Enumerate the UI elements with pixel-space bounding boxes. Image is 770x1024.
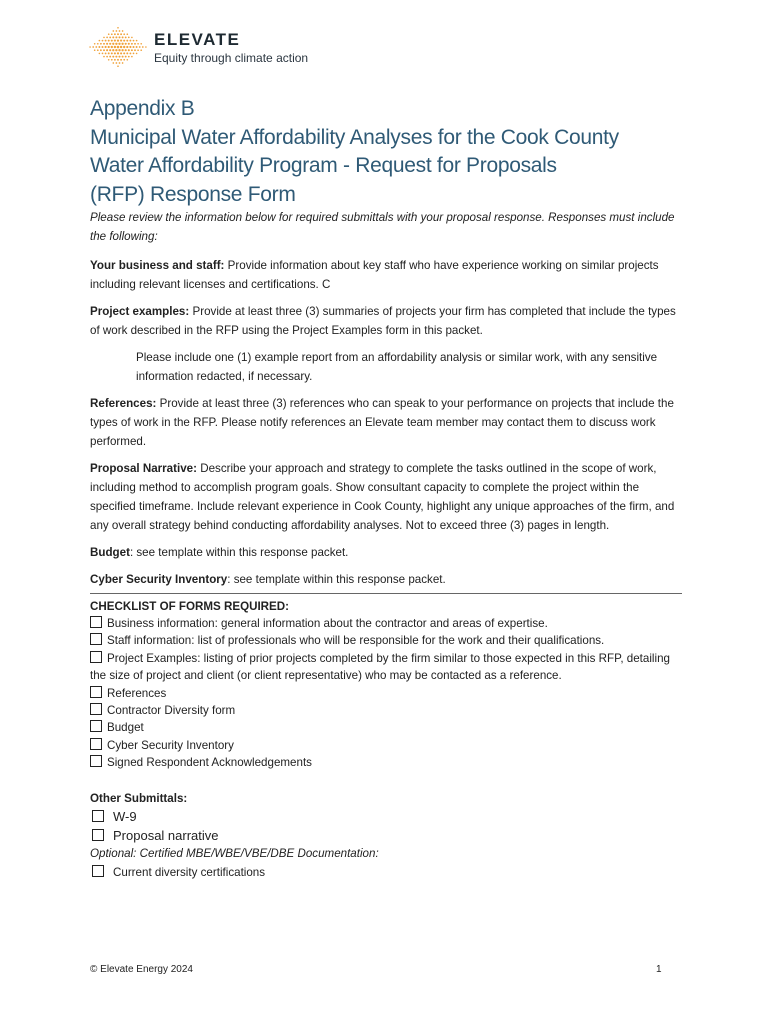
logo-dot [116, 30, 118, 32]
checkbox-icon[interactable] [90, 703, 102, 715]
logo-dot [108, 33, 110, 35]
logo-dot [114, 59, 116, 61]
logo-dot [109, 56, 111, 58]
logo-dot [102, 40, 104, 42]
example-report-note: Please include one (1) example report from an affordability analysis or similar work, with any sensitive information redacted, if necessary. [136, 351, 658, 383]
logo-dot [105, 46, 107, 48]
requirement-label: Cyber Security Inventory [90, 573, 228, 586]
logo-dot [117, 65, 119, 67]
logo-dot [136, 53, 138, 55]
checklist-item-label: Signed Respondent Acknowledgements [107, 756, 312, 770]
logo-dot [115, 49, 117, 51]
logo-dot [126, 52, 128, 54]
logo-dot [105, 40, 107, 42]
checkbox-icon[interactable] [90, 686, 102, 698]
logo-tagline: Equity through climate action [154, 51, 309, 65]
logo-dot [123, 46, 125, 48]
checkbox-icon[interactable] [92, 865, 104, 877]
page-title [90, 95, 690, 209]
footer-copyright: © Elevate Energy 2024 [90, 964, 193, 975]
requirement-proposal-narrative [90, 459, 682, 535]
checkbox-icon[interactable] [90, 755, 102, 767]
logo-dot [123, 52, 125, 54]
logo-dot [120, 52, 122, 54]
logo-dot [109, 36, 111, 38]
logo-dot [120, 59, 122, 61]
logo-dot [112, 62, 114, 64]
logo-dot [117, 39, 119, 41]
requirement-text: Describe your approach and strategy to complete the tasks outlined in the scope of work, including method to accomplish program goals. Show consultant capacity to complete the project within the specified timeframe. Include relevant experience in Cook County, highlight any unique approaches of the firm, and any overall strategy behind conducting affordability analyses. Not to exceed three (3) pages in length. [90, 462, 675, 532]
logo-dot [99, 53, 101, 55]
logo-dot [114, 33, 116, 35]
form-content [90, 208, 682, 881]
logo-dot [103, 37, 105, 39]
logo-dot [114, 40, 116, 42]
logo-dot [108, 46, 110, 48]
checklist-item[interactable] [90, 719, 682, 736]
logo-dot [115, 56, 117, 58]
checklist-item-label: Cyber Security Inventory [107, 738, 234, 752]
logo-dot [111, 52, 113, 54]
logo-dot [137, 43, 139, 45]
logo-dot [95, 46, 97, 48]
logo-dot [134, 49, 136, 51]
logo-dot [118, 36, 120, 38]
logo-dot [133, 53, 135, 55]
checklist-item-label: Budget [107, 721, 144, 735]
optional-documentation-label: Optional: Certified MBE/WBE/VBE/DBE Documentation: [90, 846, 379, 860]
logo-dot [122, 30, 124, 32]
logo-dot [116, 62, 118, 64]
logo-dot [100, 49, 102, 51]
logo-dot [129, 40, 131, 42]
requirement-label: References: [90, 397, 157, 410]
logo-dot [129, 52, 131, 54]
logo-dot [133, 40, 135, 42]
section-divider [90, 593, 682, 594]
requirement-text: : see template within this response packet. [129, 546, 349, 559]
logo-dot [114, 46, 116, 48]
logo-dot [99, 40, 101, 42]
logo-dot [103, 56, 105, 58]
optional-submittal-item[interactable] [90, 864, 682, 881]
checklist-title: CHECKLIST OF FORMS REQUIRED: [90, 600, 290, 613]
requirement-label: Budget [90, 546, 130, 559]
logo-dot [131, 43, 133, 45]
checklist-item[interactable] [90, 685, 682, 702]
logo-dot [98, 46, 100, 48]
checkbox-icon[interactable] [90, 738, 102, 750]
logo-dot [118, 43, 120, 45]
logo-dot [131, 56, 133, 58]
footer-page-number: 1 [656, 964, 662, 975]
other-submittal-item[interactable] [90, 807, 682, 826]
logo-dot [123, 59, 125, 61]
logo-dot [122, 62, 124, 64]
logo-dot [115, 43, 117, 45]
requirement-label: Your business and staff: [90, 259, 225, 272]
logo-dot [118, 56, 120, 58]
logo-dot [125, 49, 127, 51]
logo-dot [136, 46, 138, 48]
checklist-item[interactable] [90, 650, 682, 685]
logo-dot [125, 43, 127, 45]
logo-dot [131, 37, 133, 39]
checkbox-icon[interactable] [90, 633, 102, 645]
other-submittals-title: Other Submittals: [90, 791, 188, 805]
checkbox-icon[interactable] [92, 810, 104, 822]
logo-dot [112, 49, 114, 51]
logo-dot [122, 36, 124, 38]
logo-dot [117, 33, 119, 35]
logo-dot [111, 40, 113, 42]
logo-dot [126, 40, 128, 42]
logo-dot [128, 37, 130, 39]
logo-dot [112, 43, 114, 45]
logo-dot [140, 43, 142, 45]
logo-dot [125, 36, 127, 38]
logo-dot [111, 59, 113, 61]
other-submittal-label: Proposal narrative [113, 827, 219, 843]
logo-dot [94, 43, 96, 45]
logo-dot [103, 43, 105, 45]
requirement-text: : see template within this response packet. [227, 573, 446, 586]
logo-dot [111, 33, 113, 35]
checklist-item[interactable] [90, 702, 682, 719]
optional-submittal-label: Current diversity certifications [113, 865, 266, 879]
logo-dot [145, 46, 147, 48]
logo-name: ELEVATE [154, 30, 241, 49]
logo-dot [129, 46, 131, 48]
logo-dot [94, 49, 96, 51]
checklist-item[interactable] [90, 754, 682, 771]
logo-dot [109, 49, 111, 51]
checklist-item-label: Staff information: list of professionals who will be responsible for the work and their qualifications. [107, 634, 605, 648]
logo-dot [108, 59, 110, 61]
logo-dot [120, 40, 122, 42]
logo-dot [97, 49, 99, 51]
logo-dot [123, 40, 125, 42]
logo-dot [123, 33, 125, 35]
logo-dot [119, 62, 121, 64]
logo-dot [114, 52, 116, 54]
logo-dot [121, 43, 123, 45]
elevate-logo [88, 24, 348, 72]
checkbox-icon[interactable] [90, 651, 102, 663]
requirement-text: Provide at least three (3) references who can speak to your performance on projects that include the types of work in the RFP. Please notify references an Elevate team member may contact them to discuss work performed. [90, 397, 674, 448]
logo-dot [121, 49, 123, 51]
logo-dot [120, 46, 122, 48]
checklist-item-label: References [107, 686, 167, 700]
logo-dot [112, 56, 114, 58]
logo-dot [115, 36, 117, 38]
checklist-item[interactable] [90, 632, 682, 649]
logo-dot [108, 40, 110, 42]
logo-dot [92, 46, 94, 48]
requirement-business-staff [90, 256, 682, 294]
logo-dot [101, 46, 103, 48]
requirement-text: Provide information about key staff who have experience working on similar projects including relevant licenses and certifications. C [90, 259, 659, 291]
other-submittal-item[interactable] [90, 826, 682, 845]
logo-dot [119, 30, 121, 32]
checkbox-icon[interactable] [90, 720, 102, 732]
logo-dot [118, 49, 120, 51]
logo-dot [139, 46, 141, 48]
title-line-4: (RFP) Response Form [90, 182, 296, 206]
intro-text: Please review the information below for required submittals with your proposal response. Responses must include the following: [90, 211, 675, 243]
requirement-text: Provide at least three (3) summaries of projects your firm has completed that include the types of work described in the RFP using the Project Examples form in this packet. [90, 305, 676, 337]
title-line-1: Appendix B [90, 97, 195, 120]
logo-dot [128, 49, 130, 51]
title-line-2: Municipal Water Affordability Analyses for the Cook County [90, 125, 619, 149]
logo-dot [137, 49, 139, 51]
checklist-item-label: Business information: general information about the contractor and areas of expertise. [107, 617, 548, 630]
logo-dot [103, 49, 105, 51]
logo-dot [126, 59, 128, 61]
logo-dot [102, 53, 104, 55]
requirement-cyber-security [90, 570, 682, 589]
logo-dot [142, 46, 144, 48]
requirement-label: Proposal Narrative: [90, 462, 197, 475]
other-submittal-label: W-9 [113, 808, 137, 824]
logo-dot [100, 43, 102, 45]
logo-dot [122, 56, 124, 58]
checkbox-icon[interactable] [92, 829, 104, 841]
logo-dot [106, 43, 108, 45]
checklist-item-label: Project Examples: listing of prior projects completed by the firm similar to those expected in this RFP, detailing the size of project and client (or client representative) who may be contacted as a reference. [90, 651, 670, 683]
logo-dot [106, 49, 108, 51]
logo-dot [131, 49, 133, 51]
logo-dot [140, 49, 142, 51]
logo-dot [106, 56, 108, 58]
logo-dot [108, 52, 110, 54]
checklist [90, 615, 682, 772]
logo-dot [117, 27, 119, 29]
logo-dot [117, 46, 120, 49]
logo-dot [117, 59, 119, 61]
logo-dot [109, 43, 111, 45]
checklist-item[interactable] [90, 737, 682, 754]
checklist-item[interactable] [90, 615, 682, 632]
logo-dot [117, 52, 119, 54]
checkbox-icon[interactable] [90, 616, 102, 628]
logo-dot [126, 46, 128, 48]
logo-mark-icon [88, 24, 148, 70]
logo-dot [128, 43, 130, 45]
requirement-budget [90, 543, 682, 562]
logo-dot [111, 46, 113, 48]
logo-dot [112, 36, 114, 38]
logo-dot [134, 43, 136, 45]
title-line-3: Water Affordability Program - Request for Proposals [90, 154, 557, 177]
logo-dot [89, 46, 91, 48]
checklist-item-label: Contractor Diversity form [107, 704, 236, 718]
logo-dot [136, 40, 138, 42]
logo-dot [120, 33, 122, 35]
requirement-project-examples [90, 302, 682, 340]
logo-dot [106, 37, 108, 39]
logo-dot [112, 30, 114, 32]
logo-dot [97, 43, 99, 45]
logo-dot [126, 33, 128, 35]
logo-dot [132, 46, 134, 48]
logo-dot [125, 56, 127, 58]
logo-dot [105, 52, 107, 54]
requirement-label: Project examples: [90, 305, 190, 318]
logo-dot [128, 56, 130, 58]
requirement-references [90, 394, 682, 451]
